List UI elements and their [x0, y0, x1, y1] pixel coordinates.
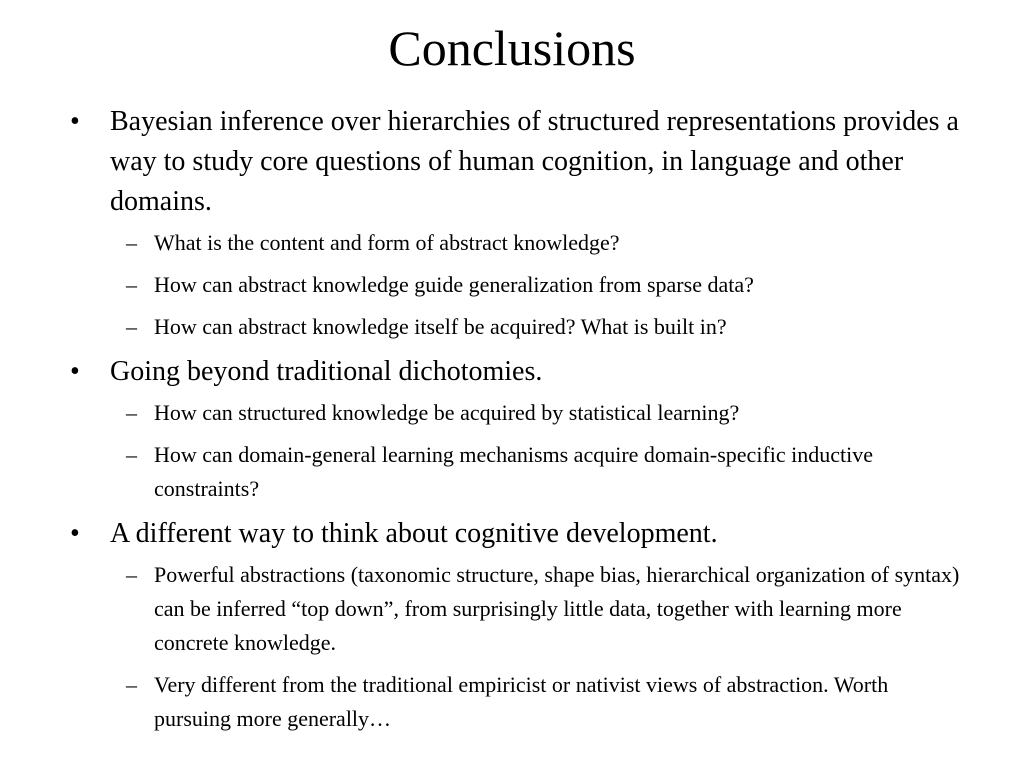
- sub-bullet-item: [110, 668, 970, 736]
- sub-bullet-marker: –: [126, 400, 137, 425]
- sub-bullet-text: How can domain-general learning mechanisms acquire domain-specific inductive constraints?: [154, 442, 874, 501]
- sub-bullet-item: [110, 438, 970, 506]
- bullet-text: Going beyond traditional dichotomies.: [110, 356, 543, 387]
- sub-bullet-text: How can abstract knowledge guide generalization from sparse data?: [154, 272, 754, 297]
- bullet-item: [70, 352, 970, 506]
- sub-bullet-item: [110, 396, 970, 430]
- sub-bullet-marker: –: [126, 442, 137, 467]
- bullet-marker: •: [70, 356, 80, 387]
- bullet-item: [70, 514, 970, 736]
- sub-bullet-list: [110, 396, 970, 506]
- sub-bullet-marker: –: [126, 562, 137, 587]
- sub-bullet-list: [110, 226, 970, 344]
- sub-bullet-text: How can structured knowledge be acquired by statistical learning?: [154, 400, 740, 425]
- sub-bullet-item: [110, 310, 970, 344]
- bullet-item: [70, 102, 970, 344]
- sub-bullet-text: Very different from the traditional empiricist or nativist views of abstraction. Worth pursuing more generally…: [154, 672, 889, 731]
- sub-bullet-item: [110, 268, 970, 302]
- bullet-marker: •: [70, 518, 80, 549]
- sub-bullet-marker: –: [126, 230, 137, 255]
- sub-bullet-marker: –: [126, 672, 137, 697]
- bullet-text: A different way to think about cognitive development.: [110, 518, 718, 549]
- sub-bullet-item: [110, 558, 970, 660]
- sub-bullet-marker: –: [126, 272, 137, 297]
- sub-bullet-text: Powerful abstractions (taxonomic structure, shape bias, hierarchical organization of syntax) can be inferred “top down”, from surprisingly little data, together with learning more concrete knowledge.: [154, 562, 960, 655]
- sub-bullet-marker: –: [126, 314, 137, 339]
- bullet-list: [70, 102, 970, 744]
- sub-bullet-list: [110, 558, 970, 736]
- sub-bullet-text: What is the content and form of abstract knowledge?: [154, 230, 620, 255]
- sub-bullet-item: [110, 226, 970, 260]
- slide-title: Conclusions: [388, 20, 636, 76]
- sub-bullet-text: How can abstract knowledge itself be acquired? What is built in?: [154, 314, 727, 339]
- bullet-text: Bayesian inference over hierarchies of structured representations provides a way to study core questions of human cognition, in language and other domains.: [110, 106, 959, 217]
- bullet-marker: •: [70, 106, 80, 137]
